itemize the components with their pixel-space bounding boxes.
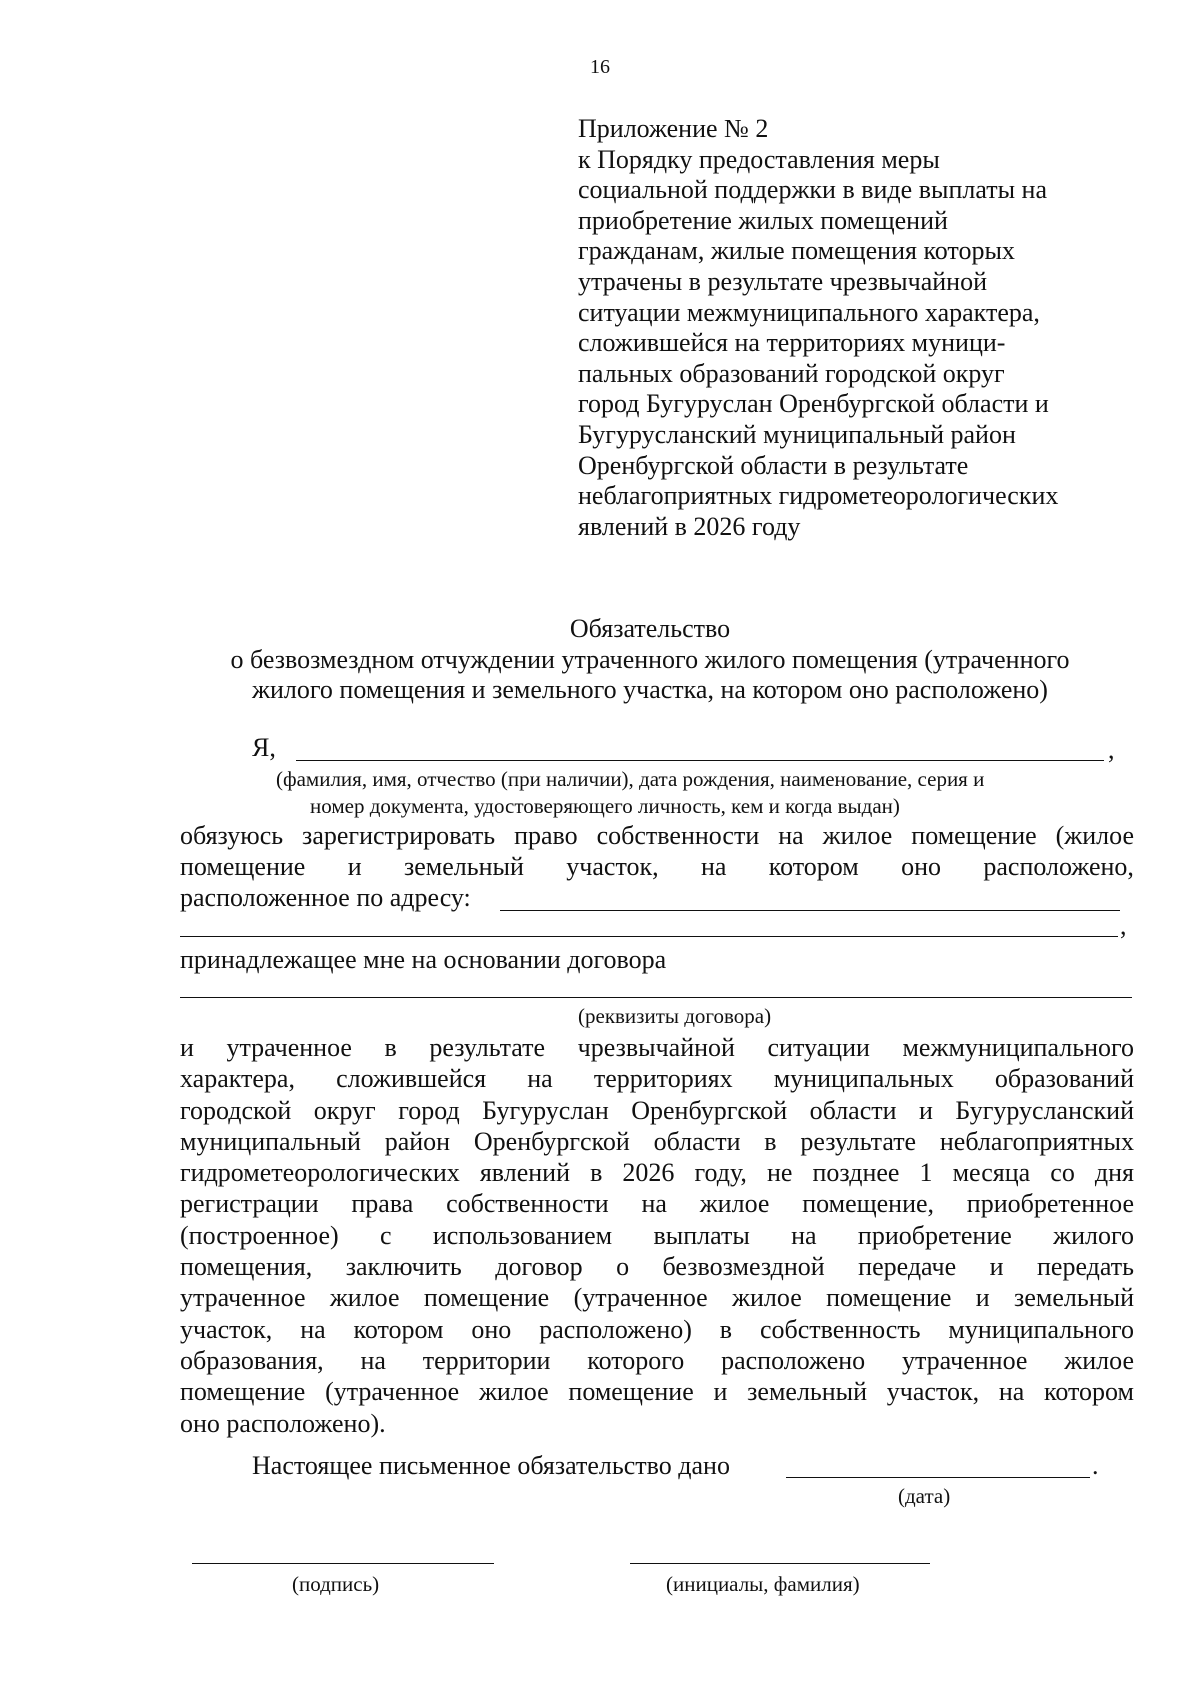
body-line: помещения, заключить договор о безвозмездной передаче и передать (180, 1252, 1134, 1282)
person-caption: (фамилия, имя, отчество (при наличии), дата рождения, наименование, серия и (276, 767, 985, 791)
word: и (347, 852, 362, 881)
annex-line: пальных образований городской округ (578, 358, 1005, 388)
word: оно (901, 852, 942, 881)
annex-line: к Порядку предоставления меры (578, 144, 940, 174)
page-number: 16 (590, 56, 610, 78)
annex-line: гражданам, жилые помещения которых (578, 236, 1015, 266)
body-line: образования, на территории которого расположено утраченное жилое (180, 1345, 1134, 1375)
address-fill-line (180, 936, 1118, 937)
annex-line: Приложение № 2 (578, 114, 769, 143)
ya-label: Я, (252, 733, 276, 762)
title-heading: Обязательство (569, 614, 731, 643)
annex-line: ситуации межмуниципального характера, (578, 297, 1040, 327)
name-caption: (инициалы, фамилия) (666, 1572, 860, 1596)
obligation-line: обязуюсь зарегистрировать право собственности на жилое помещение (жилое (180, 821, 1134, 850)
word: участок, (566, 852, 659, 881)
word: на (700, 852, 727, 881)
annex-line: приобретение жилых помещений (578, 205, 948, 235)
body-line: (построенное) с использованием выплаты на приобретение жилого (180, 1220, 1134, 1250)
comma: , (1108, 735, 1115, 764)
body-line: характера, сложившейся на территориях муниципальных образований (180, 1064, 1134, 1094)
document-title (120, 614, 1180, 706)
obligation-line (180, 852, 1134, 882)
date-fill-line (786, 1477, 1090, 1478)
belongs-text: принадлежащее мне на основании договора (180, 945, 667, 974)
word: помещение (180, 852, 306, 881)
body-line: помещение (утраченное жилое помещение и земельный участок, на котором (180, 1377, 1134, 1407)
title-line: жилого помещения и земельного участка, на котором оно расположено) (252, 675, 1048, 704)
body-line: оно расположено). (180, 1408, 386, 1438)
body-paragraph (180, 1032, 1134, 1439)
annex-line: утрачены в результате чрезвычайной (578, 266, 987, 296)
word: котором (768, 852, 859, 881)
annex-line: сложившейся на территориях муници- (578, 328, 1006, 358)
signature-fill-line (192, 1563, 494, 1564)
body-line: участок, на котором оно расположено) в собственность муниципального (180, 1314, 1134, 1344)
word: земельный (403, 852, 524, 881)
body-line: городской округ город Бугуруслан Оренбургской области и Бугурусланский (180, 1095, 1134, 1125)
annex-block (578, 114, 1138, 542)
date-caption: (дата) (898, 1484, 951, 1508)
annex-line: социальной поддержки в виде выплаты на (578, 175, 1047, 205)
body-line: и утраченное в результате чрезвычайной ситуации межмуниципального (180, 1033, 1134, 1062)
person-caption: номер документа, удостоверяющего личность, кем и когда выдан) (310, 794, 900, 818)
body-line: регистрации права собственности на жилое помещение, приобретенное (180, 1189, 1134, 1219)
annex-line: Оренбургской области в результате (578, 450, 969, 480)
body-line: муниципальный район Оренбургской области в результате неблагоприятных (180, 1126, 1134, 1156)
closing-text: Настоящее письменное обязательство дано (252, 1451, 730, 1480)
body-line: гидрометеорологических явлений в 2026 году, не позднее 1 месяца со дня (180, 1158, 1134, 1188)
address-fill-line (500, 910, 1120, 911)
contract-fill-line (180, 997, 1132, 998)
person-fill-line (296, 760, 1104, 761)
contract-caption: (реквизиты договора) (578, 1004, 772, 1028)
title-line: о безвозмездном отчуждении утраченного жилого помещения (утраченного (230, 644, 1070, 674)
word: расположено, (983, 852, 1134, 881)
annex-line: явлений в 2026 году (578, 511, 801, 541)
signature-caption: (подпись) (292, 1572, 380, 1596)
address-comma: , (1120, 911, 1127, 940)
body-line: утраченное жилое помещение (утраченное жилое помещение и земельный (180, 1283, 1134, 1313)
closing-period: . (1092, 1451, 1099, 1480)
address-label: расположенное по адресу: (180, 883, 471, 912)
name-fill-line (630, 1563, 930, 1564)
annex-line: неблагоприятных гидрометеорологических (578, 481, 1059, 511)
annex-line: город Бугуруслан Оренбургской области и (578, 389, 1049, 419)
annex-line: Бугурусланский муниципальный район (578, 419, 1016, 449)
